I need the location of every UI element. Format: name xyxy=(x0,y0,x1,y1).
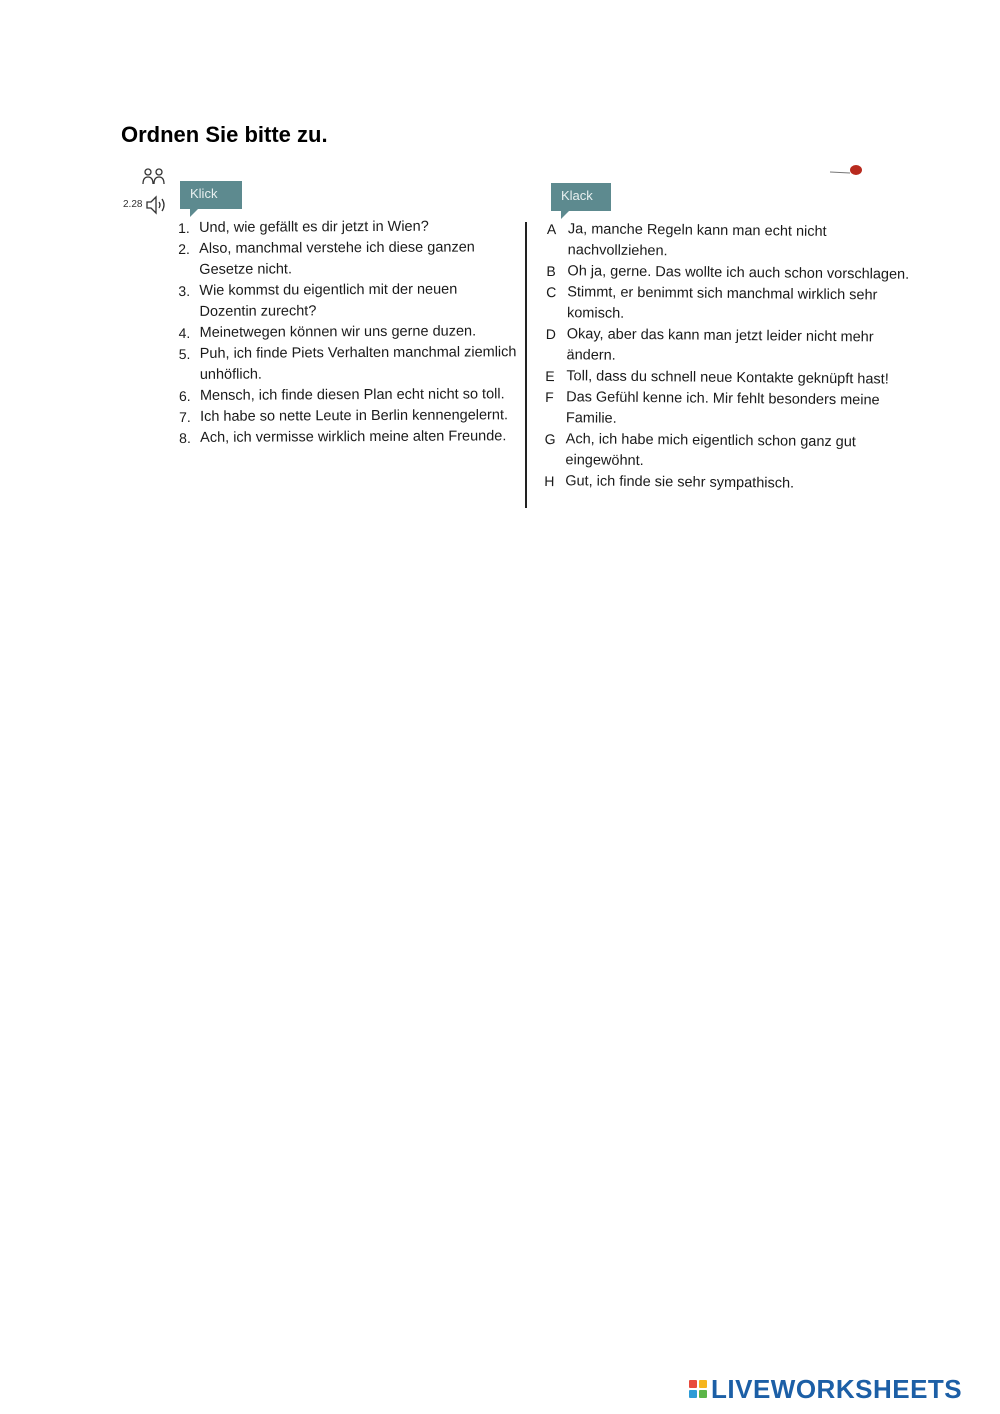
list-item xyxy=(179,426,519,449)
list-item xyxy=(546,282,916,328)
brand-name: LIVEWORKSHEETS xyxy=(711,1373,963,1404)
item-number: 5. xyxy=(178,345,191,362)
item-number: 3. xyxy=(178,282,191,299)
item-letter: H xyxy=(544,472,555,490)
item-number: 4. xyxy=(178,324,191,341)
klack-tag: Klack xyxy=(551,183,611,211)
scan-smudge xyxy=(830,163,864,177)
item-text: Also, manchmal verstehe ich diese ganzen Gesetze nicht. xyxy=(199,239,475,278)
list-item xyxy=(545,387,915,433)
item-number: 7. xyxy=(179,408,191,425)
logo-square xyxy=(689,1390,697,1398)
item-letter: C xyxy=(546,283,557,301)
item-text: Ach, ich vermisse wirklich meine alten Freunde. xyxy=(200,428,507,446)
logo-square xyxy=(689,1380,697,1388)
list-item xyxy=(179,321,519,344)
item-number: 8. xyxy=(179,429,191,446)
item-text: Oh ja, gerne. Das wollte ich auch schon vorschlagen. xyxy=(567,263,910,283)
list-item xyxy=(179,384,519,407)
list-item xyxy=(179,405,519,428)
page-title: Ordnen Sie bitte zu. xyxy=(121,122,328,147)
item-text: Puh, ich finde Piets Verhalten manchmal ziemlich unhöflich. xyxy=(199,344,517,383)
item-letter: A xyxy=(546,220,557,238)
logo-square xyxy=(699,1380,707,1388)
klick-list xyxy=(178,216,519,449)
item-letter: D xyxy=(545,325,557,343)
item-number: 2. xyxy=(178,240,190,257)
logo-square xyxy=(699,1390,707,1398)
column-divider xyxy=(525,222,527,508)
item-text: Ach, ich habe mich eigentlich schon ganz gut eingewöhnt. xyxy=(565,431,856,470)
item-text: Ja, manche Regeln kann man echt nicht nachvollziehen. xyxy=(567,221,827,260)
liveworksheets-logo[interactable] xyxy=(689,1374,962,1404)
track-number: 2.28 xyxy=(123,199,143,210)
item-text: Stimmt, er benimmt sich manchmal wirklich sehr komisch. xyxy=(566,284,878,322)
item-text: Meinetwegen können wir uns gerne duzen. xyxy=(199,323,477,341)
list-item xyxy=(178,237,518,281)
item-text: Ich habe so nette Leute in Berlin kennengelernt. xyxy=(199,407,509,425)
list-item xyxy=(544,471,914,496)
item-text: Und, wie gefällt es dir jetzt in Wien? xyxy=(199,218,429,236)
klack-list xyxy=(544,219,917,496)
list-item xyxy=(178,216,518,239)
speaker-icon[interactable] xyxy=(145,194,167,216)
item-text: Okay, aber das kann man jetzt leider nicht mehr ändern. xyxy=(566,326,874,364)
list-item xyxy=(547,219,917,265)
list-item xyxy=(179,342,519,386)
item-number: 1. xyxy=(178,219,190,236)
item-text: Gut, ich finde sie sehr sympathisch. xyxy=(565,473,795,492)
klick-tag: Klick xyxy=(180,181,242,209)
item-letter: F xyxy=(545,388,554,406)
item-letter: G xyxy=(544,430,556,448)
list-item xyxy=(178,279,518,323)
item-letter: B xyxy=(546,262,556,280)
item-text: Das Gefühl kenne ich. Mir fehlt besonders meine Familie. xyxy=(565,389,880,427)
item-text: Wie kommst du eigentlich mit der neuen Dozentin zurecht? xyxy=(199,281,458,320)
item-letter: E xyxy=(545,367,555,385)
people-icon xyxy=(142,167,166,187)
item-number: 6. xyxy=(178,387,191,404)
logo-squares xyxy=(689,1380,707,1398)
item-text: Toll, dass du schnell neue Kontakte geknüpft hast! xyxy=(566,368,889,388)
list-item xyxy=(544,429,914,475)
list-item xyxy=(545,324,915,370)
item-text: Mensch, ich finde diesen Plan echt nicht so toll. xyxy=(199,386,505,404)
